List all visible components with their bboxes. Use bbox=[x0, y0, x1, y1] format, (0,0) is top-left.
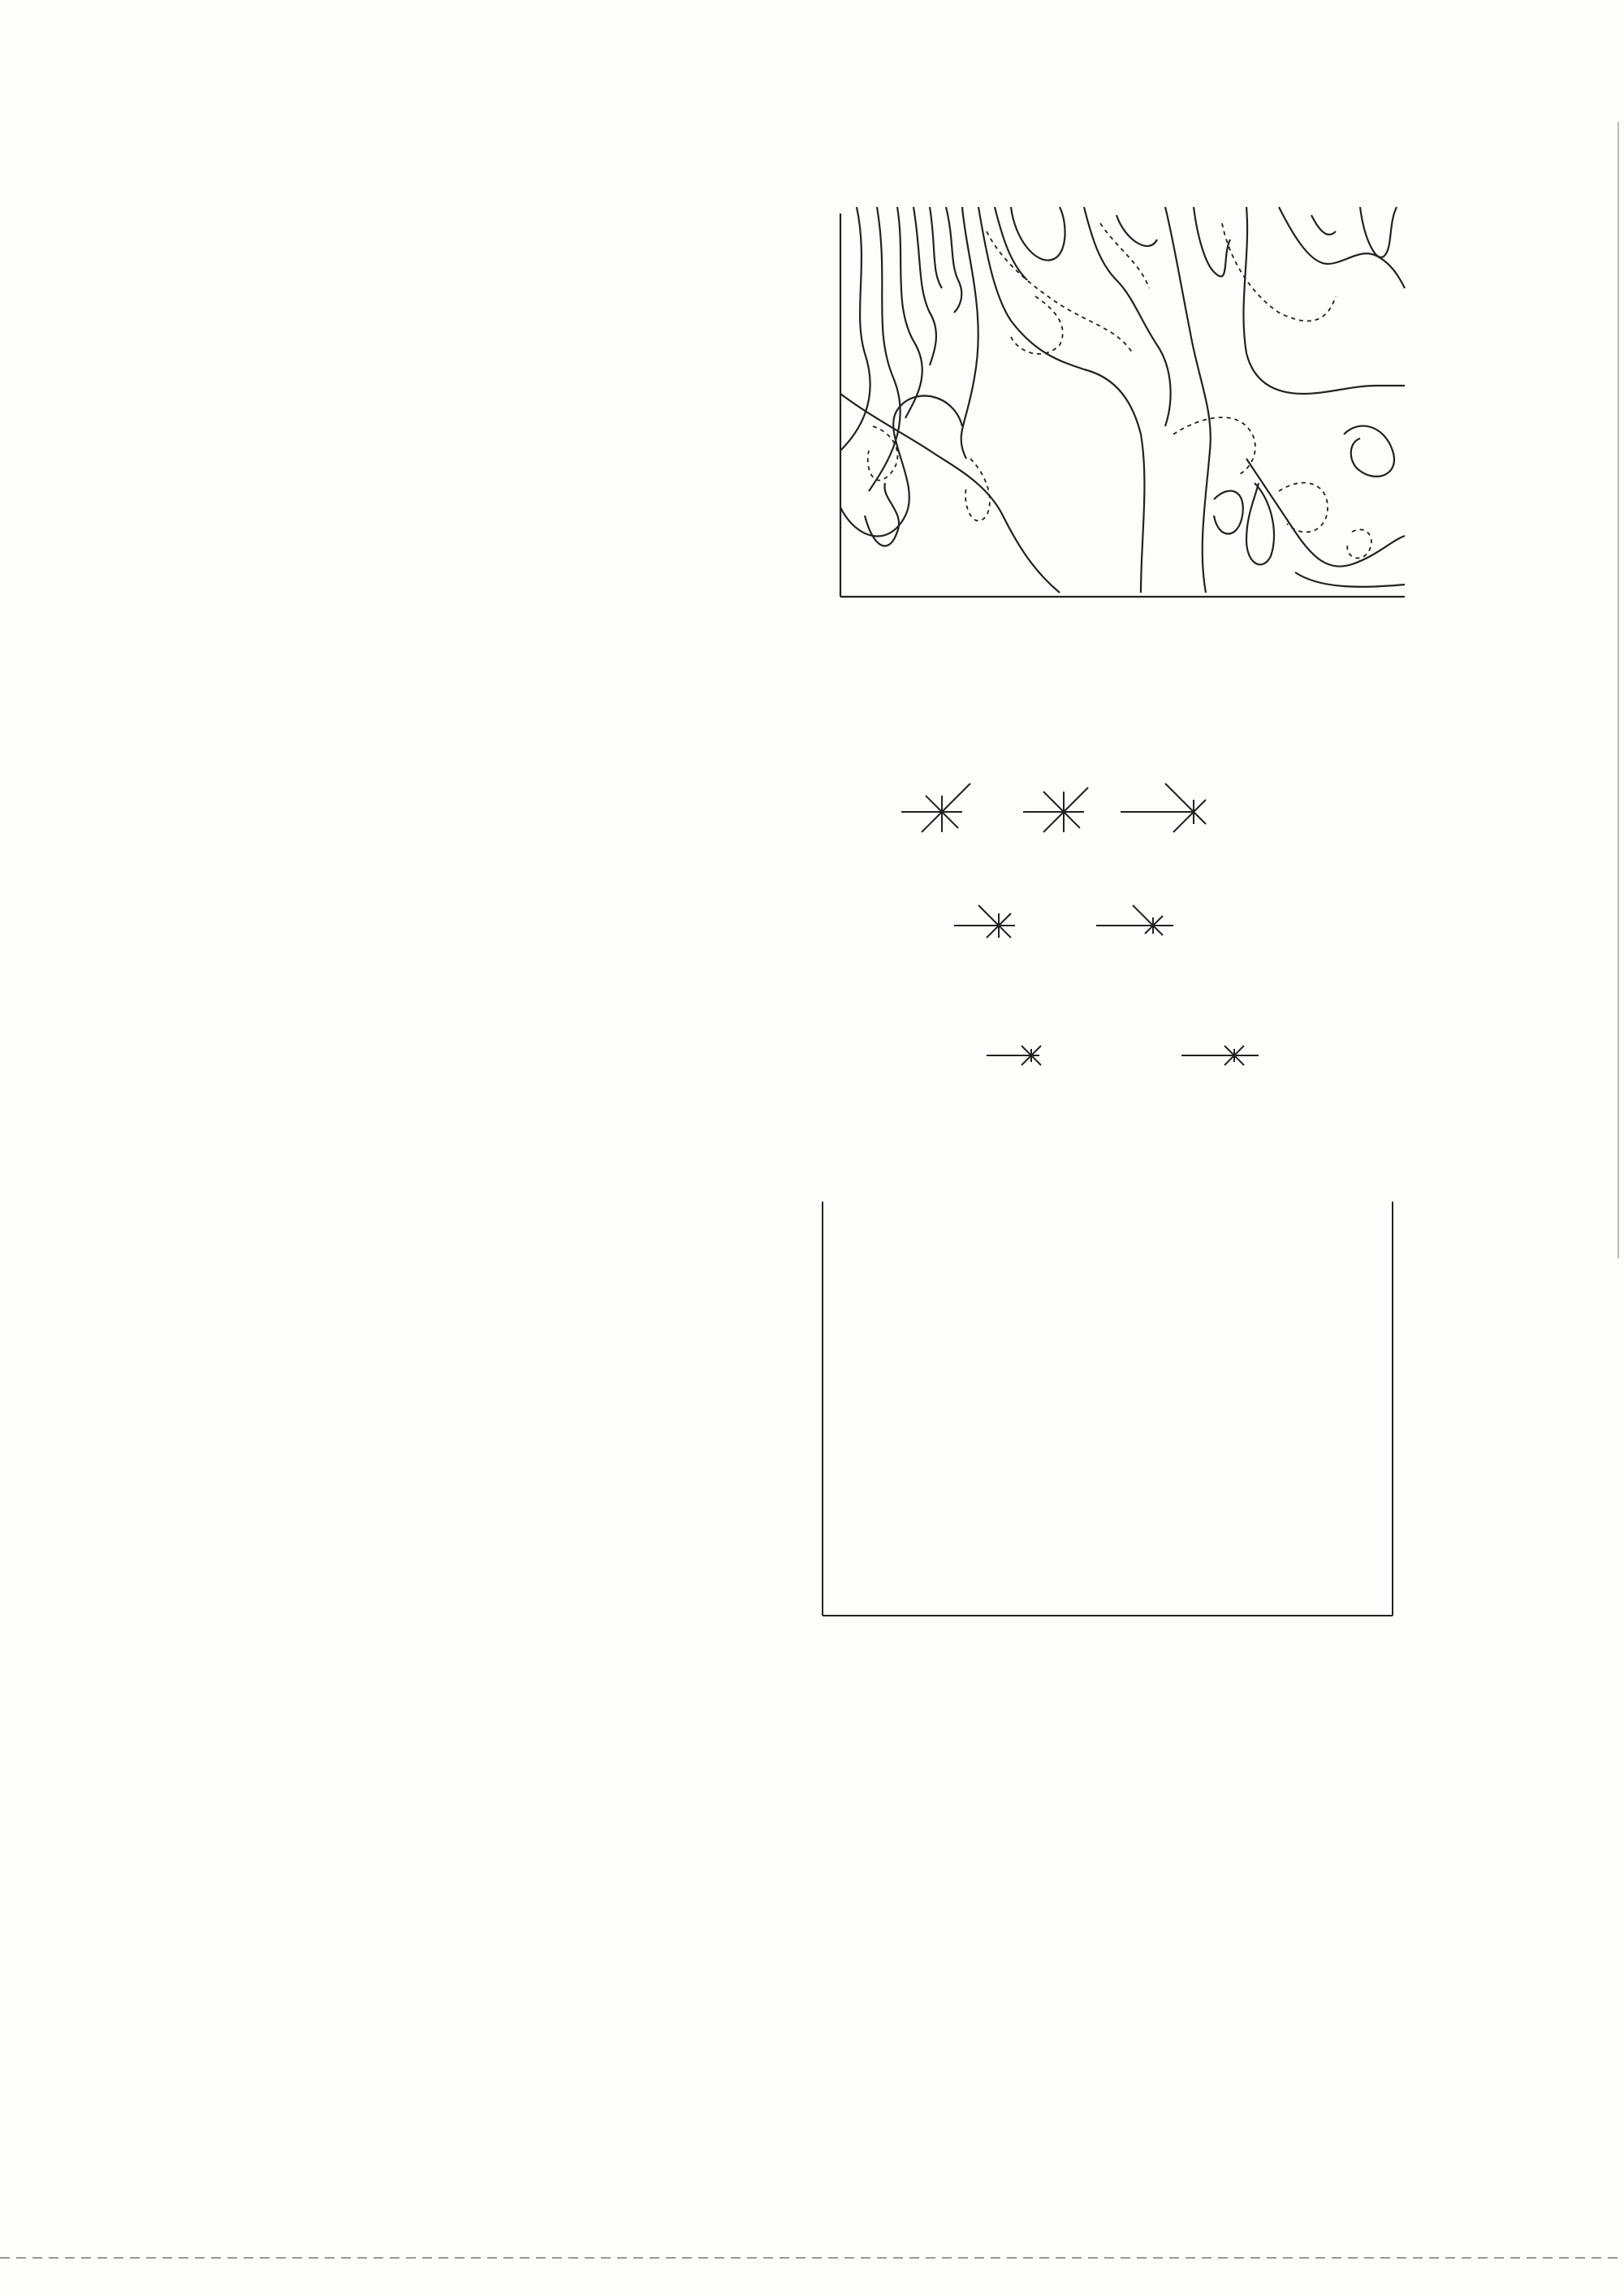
margin-line bbox=[1618, 122, 1619, 1258]
figure-22-isopleths bbox=[792, 191, 1433, 645]
right-column bbox=[786, 1786, 1419, 1819]
scan-edge bbox=[0, 2257, 1624, 2259]
figure-24-wind-vectors bbox=[792, 1185, 1433, 1656]
figure-23-wind-roses bbox=[893, 763, 1315, 1120]
left-column bbox=[132, 187, 757, 219]
